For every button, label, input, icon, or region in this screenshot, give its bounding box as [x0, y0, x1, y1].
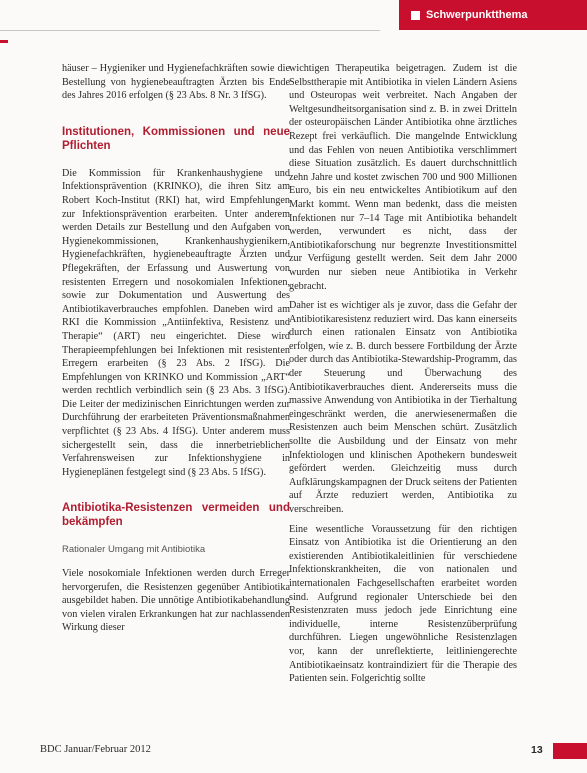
- paragraph-infections: Viele nosokomiale Infektionen werden durch Erreger hervorgerufen, die Resistenzen gegenüber Antibiotika ausgebildet haben. Die unnötige Antibiotikabehandlung von vielen viralen Erkrankungen hat zur nachlassenden Wirkung dieser: [62, 568, 290, 634]
- page-header: [0, 0, 587, 40]
- paragraph-resistance-risk: Daher ist es wichtiger als je zuvor, dass die Gefahr der Antibiotikaresistenz reduziert wird. Das kann einerseits durch einen rationalen Einsatz von Antibiotika erfolgen, wie z. B. durch bessere Fortbildung der Ärzte oder durch das Antibiotika-Stewardship-Programm, das der Steuerung und Überwachung des Antibiotikaverbrauches dient. Andererseits muss die massive Anwendung von Antibiotika in der Tierhaltung eingeschränkt werden, die anerwiesenermaßen die Resistenzen auch beim Menschen schürt. Zusätzlich sollte die Ausbildung und der Einsatz von mehr Infektiologen und klinischen Apothekern bundesweit gefördert werden. Gleichzeitig muss durch Aufklärungskampagnen der Druck seitens der Patienten auf Ärzte reduziert werden, Antibiotika zu verschreiben.: [289, 300, 517, 515]
- page-number: 13: [531, 744, 543, 756]
- page-footer: [0, 738, 587, 768]
- journal-issue: BDC Januar/Februar 2012: [40, 744, 151, 755]
- section-tag: [399, 0, 587, 30]
- margin-marker: [0, 40, 8, 43]
- paragraph-guidelines: Eine wesentliche Voraussetzung für den richtigen Einsatz von Antibiotika ist die Orientierung an den existierenden Antibiotikaleitlinien für verschiedene Infektionskrankheiten, die von nationalen und internationalen Fachgesellschaften erarbeitet worden sind. Aufgrund regionaler Unterschiede bei den Resistenzraten muss jedoch jede Einrichtung eine individuelle, interne Resistenzüberprüfung durchführen. Liegen ungewöhnliche Resistenzlagen vor, kann der unreflektierte, leitliniengerechte Antibiotikaeinsatz kontraindiziert für die Therapie des Patienten sein. Folgerichtig sollte: [289, 523, 517, 685]
- section-label: Schwerpunktthema: [426, 9, 528, 21]
- right-column: [289, 62, 517, 692]
- paragraph-therapeutics: wichtigen Therapeutika beigetragen. Zudem ist die Selbsttherapie mit Antibiotika in vielen Ländern Asiens und Osteuropas weit verbreitet. Nach Angaben der Weltgesundheitsorganisation sind z. B. in zwei Dritteln der osteuropäischen Länder Antibiotika ohne ärztliches Rezept frei verkäuflich. Die mangelnde Entwicklung und das Fehlen von neuen Antibiotika verschlimmert diese Situation zusätzlich. Es dauert durchschnittlich zehn Jahre und kostet zwischen 700 und 900 Millionen Euro, bis ein neu entwickeltes Antibiotikum auf den Markt kommt. Wenn man bedenkt, dass die meisten Infektionen nur 7–14 Tage mit Antibiotika behandelt werden, verwundert es nicht, dass der Antibiotikaforschung nur begrenzte Investitionsmittel zur Verfügung gestellt werden. Seit dem Jahr 2000 wurden nur sieben neue Antibiotika in Verkehr gebracht.: [289, 63, 517, 292]
- intro-paragraph: häuser – Hygieniker und Hygienefachkräften sowie die Bestellung von hygienebeauftragten Ärzten bis Ende des Jahres 2016 erfolgen (§ 23 Abs. 8 Nr. 3 IfSG).: [62, 63, 290, 102]
- subheading-rational-use: Rationaler Umgang mit Antibiotika: [62, 544, 206, 556]
- section-heading-institutions: Institutionen, Kommissionen und neue Pflichten: [62, 125, 290, 152]
- section-heading-resistance: Antibiotika-Resistenzen vermeiden und bekämpfen: [62, 502, 290, 529]
- header-rule: [0, 30, 380, 31]
- left-column: [62, 62, 290, 641]
- footer-accent-bar: [553, 743, 587, 759]
- square-icon: [411, 11, 420, 20]
- paragraph-krinko: Die Kommission für Krankenhaushygiene und Infektionsprävention (KRINKO), die ihren Sitz am Robert Koch-Institut (RKI) hat, wird Empfehlungen zur Infektionsprävention erarbeiten. Unter anderem werden Details zur Bestellung und den Aufgaben von Hygienekommissionen, Krankenhaushygienikern, Hygienefachkräften, hygienebeauftragte Ärzten und Pflegekräften, der Erfassung und Auswertung von resistenten Erregern und nosokomialen Infektionen, sowie zur Dokumentation und Auswertung des Antibiotikaverbrauches empfohlen. Daneben wird am RKI die Kommission „Antiinfektiva, Resistenz und Therapie“ (ART) neu eingerichtet. Diese wird Therapieempfehlungen bei Infektionen mit resistenten Erregern erarbeiten (§ 23 Abs. 2 IfSG). Die Empfehlungen von KRINKO und Kommission „ART“ werden rechtlich verbindlich sein (§ 23 Abs. 3 IfSG). Die Leiter der medizinischen Einrichtungen werden zur Durchführung der erarbeiteten Präventionsmaßnahmen verpflichtet (§ 23 Abs. 4 IfSG). Unter anderem muss sichergestellt sein, dass die innerbetrieblichen Verfahrensweisen zur Infektionshygiene in Hygieneplänen festgelegt sind (§ 23 Abs. 5 IfSG).: [62, 167, 290, 478]
